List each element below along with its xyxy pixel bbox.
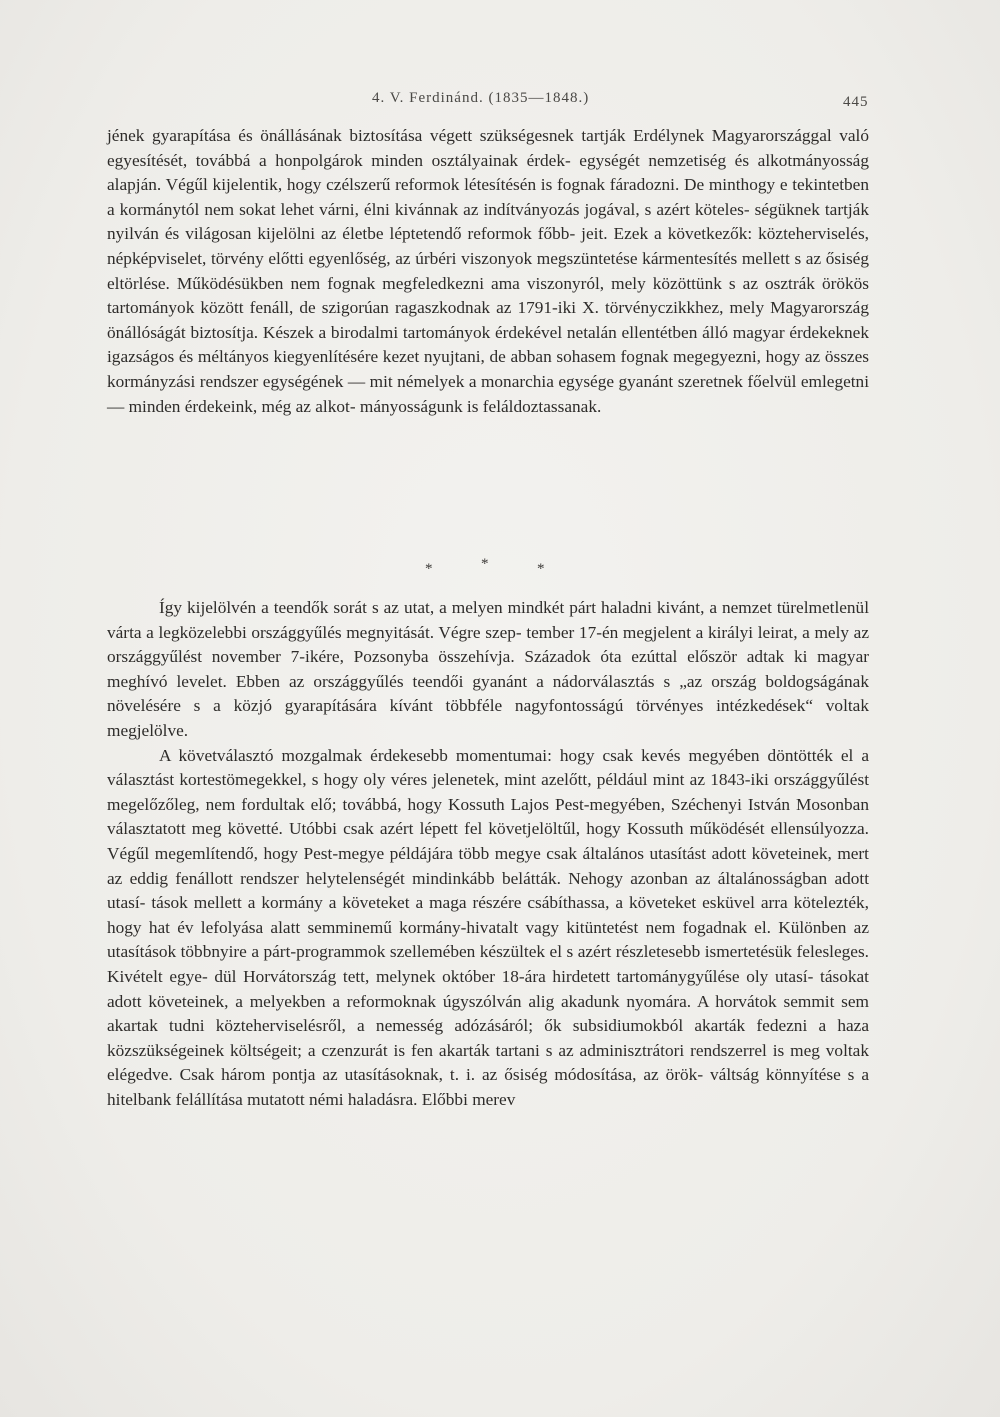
section-divider <box>0 556 1000 586</box>
page-number: 445 <box>843 94 869 110</box>
running-header <box>0 90 1000 114</box>
asterisk-ornament: * <box>481 556 489 572</box>
asterisk-ornament: * <box>425 561 433 577</box>
paragraph: Így kijelölvén a teendők sorát s az utat, a melyen mindkét párt haladni kivánt, a nemzet türelmetlenül várta a legközelebbi országgyűlés megnyitását. Végre szep- tember 17-én megjelent a királyi leirat, a mely az országgyűlést november 7-ikére, Pozsonyba összehívja. Századok óta ezúttal először adtak ki magyar meghívó levelet. Ebben az országgyűlés teendői gyanánt a nádorválasztás s „az ország boldogságának növelésére s a közjó gyarapítására kívánt többféle nagyfontosságú törvényes intézkedések“ voltak megjelölve. <box>107 598 869 740</box>
paragraph: A követválasztó mozgalmak érdekesebb momentumai: hogy csak kevés megyében döntötték el a választást kortestömegekkel, s hogy oly véres jelenetek, mint azelőtt, például mint az 1843-iki országgyűlést megelőzőleg, nem fordultak elő; továbbá, hogy Kossuth Lajos Pest-megyében, Széchenyi István Mosonban választatott meg követté. Utóbbi csak azért lépett fel követjelöltűl, hogy Kossuth működését ellensúlyozza. Végűl megemlítendő, hogy Pest-megye példájára több megye csak általános utasítást adott követeinek, mert az eddig fenállott rendszer helytelenségét mindinkább belátták. Nehogy azonban az általánosságban adott utasí- tások mellett a kormány a követeket a maga részére csábíthassa, a követeket esküvel arra kötelezték, hogy hat év lefolyása alatt semminemű kormány-hivatalt vagy kitüntetést nem fogadnak el. Különben az utasítások többnyire a párt-programmok szellemében készültek el s azért részletesebb ismertetésük felesleges. Kivételt egye- dül Horvátország tett, melynek október 18-ára hirdetett tartománygyűlése oly utasí- tásokat adott követeinek, a melyekben a reformoknak úgyszólván alig akadunk nyomára. A horvátok semmit sem akartak tudni közteherviselésről, a nemesség adózásáról; ők subsidiumokból akarták fedezni a haza közszükségeinek költségeit; a czenzurát is fen akarták tartani s az adminisztrátori rendszerrel is meg voltak elégedve. Csak három pontja az utasításoknak, t. i. az ősiség módosítása, az örök- váltság könnyítése s a hitelbank felállítása mutatott némi haladásra. Előbbi merev <box>107 745 869 1109</box>
text-block-continuation <box>107 124 869 419</box>
text-block-new-section <box>107 596 869 1112</box>
paragraph-continuation: jének gyarapítása és önállásának biztosítása végett szükségesnek tartják Erdélynek Magyarországgal való egyesítését, továbbá a honpolgárok minden osztályainak érdek- egységét nemzetiség és alkotmányosság alapján. Végűl kijelentik, hogy czélszerű reformok létesítésén is fognak fáradozni. De minthogy e tekintetben a kormánytól nem sokat lehet várni, élni kivánnak az indítványozás jogával, s azért köteles- ségüknek tartják nyilván és világosan kijelölni az életbe léptetendő reformok főbb- jeit. Ezek a következők: közteherviselés, népképviselet, törvény előtti egyenlőség, az úrbéri viszonyok megszüntetése kármentesítés mellett s az ősiség eltörlése. Működésükben nem fognak megfeledkezni ama viszonyról, mely közöttünk s az osztrák örökös tartományok között fenáll, de szigorúan ragaszkodnak az 1791-iki X. törvényczikkhez, mely Magyarország önállóságát biztosítja. Készek a birodalmi tartományok érdekével netalán ellentétben álló magyar érdekeknek igazságos és méltányos kiegyenlítésére kezet nyujtani, de abban sohasem fognak megegyezni, hogy az összes kormányzási rendszer egységének — mit némelyek a monarchia egysége gyanánt szeretnek főelvül emlegetni — minden érdekeink, még az alkot- mányosságunk is feláldoztassanak. <box>107 126 869 416</box>
running-title: 4. V. Ferdinánd. (1835—1848.) <box>372 90 590 106</box>
asterisk-ornament: * <box>537 561 545 577</box>
